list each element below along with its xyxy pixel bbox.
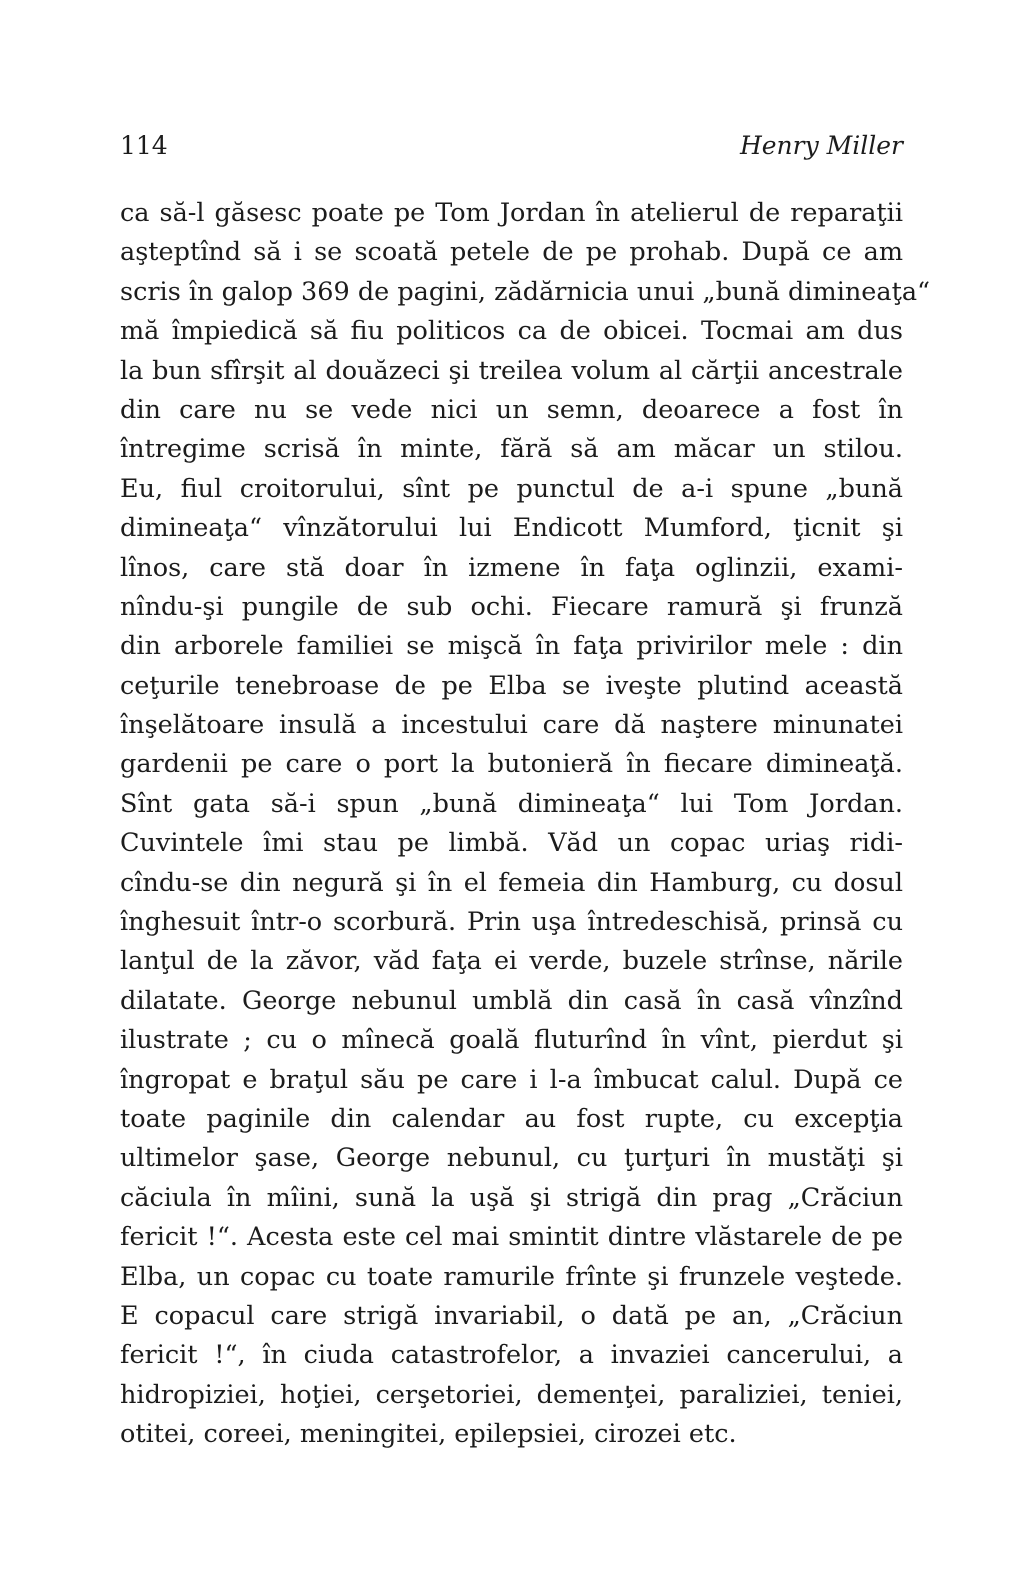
text-line: căciula în mîini, sună la uşă şi strigă din prag „Crăciun — [120, 1182, 903, 1213]
text-line: gardenii pe care o port la butonieră în fiecare dimineaţă. — [120, 749, 903, 780]
text-line: ultimelor şase, George nebunul, cu ţurţuri în mustăţi şi — [120, 1143, 903, 1174]
text-line: ilustrate ; cu o mînecă goală fluturînd în vînt, pierdut şi — [120, 1025, 903, 1056]
text-line: la bun sfîrşit al douăzeci şi treilea volum al cărţii ancestrale — [120, 355, 903, 386]
text-line: ca să-l găsesc poate pe Tom Jordan în atelierul de reparaţii — [120, 198, 903, 228]
text-line: lînos, care stă doar în izmene în faţa oglinzii, exami- — [120, 552, 903, 583]
text-line: lanţul de la zăvor, văd faţa ei verde, buzele strînse, nările — [120, 946, 903, 977]
text-line: înşelătoare insulă a incestului care dă naştere minunatei — [120, 710, 903, 741]
text-line: E copacul care strigă invariabil, o dată pe an, „Crăciun — [120, 1300, 903, 1331]
text-line: hidropiziei, hoţiei, cerşetoriei, demenţei, paraliziei, teniei, — [120, 1379, 903, 1410]
text-line: mă împiedică să fiu politicos ca de obicei. Tocmai am dus — [120, 316, 903, 347]
body-text — [120, 194, 931, 1455]
text-line: înghesuit într-o scorbură. Prin uşa întredeschisă, prinsă cu — [120, 907, 903, 938]
text-line: Cuvintele îmi stau pe limbă. Văd un copac uriaş ridi- — [120, 828, 903, 859]
text-line: ceţurile tenebroase de pe Elba se iveşte plutind această — [120, 670, 903, 701]
text-line: fericit !“, în ciuda catastrofelor, a invaziei cancerului, a — [120, 1340, 903, 1371]
text-line: scris în galop 369 de pagini, zădărnicia unui „bună dimineaţa“ — [120, 276, 931, 307]
text-line: dimineaţa“ vînzătorului lui Endicott Mumford, ţicnit şi — [120, 513, 903, 544]
text-line: toate paginile din calendar au fost rupte, cu excepţia — [120, 1103, 903, 1134]
text-line: Eu, fiul croitorului, sînt pe punctul de a-i spune „bună — [120, 473, 903, 504]
text-line: Sînt gata să-i spun „bună dimineaţa“ lui Tom Jordan. — [120, 788, 903, 819]
text-line: din arborele familiei se mişcă în faţa privirilor mele : din — [120, 631, 903, 662]
text-line-last: otitei, coreei, meningitei, epilepsiei, cirozei etc. — [120, 1419, 737, 1450]
text-line: nîndu-şi pungile de sub ochi. Fiecare ramură şi frunză — [120, 591, 903, 622]
text-line: Elba, un copac cu toate ramurile frînte şi frunzele veştede. — [120, 1261, 903, 1292]
text-line: din care nu se vede nici un semn, deoarece a fost în — [120, 394, 903, 425]
text-line: cîndu-se din negură şi în el femeia din Hamburg, cu dosul — [120, 867, 903, 898]
text-line: întregime scrisă în minte, fără să am măcar un stilou. — [120, 434, 903, 465]
text-line: fericit !“. Acesta este cel mai smintit dintre vlăstarele de pe — [120, 1222, 903, 1253]
running-head-author: Henry Miller — [739, 131, 903, 160]
page-number: 114 — [120, 131, 168, 160]
text-line: aşteptînd să i se scoată petele de pe prohab. După ce am — [120, 237, 903, 268]
text-line: dilatate. George nebunul umblă din casă în casă vînzînd — [120, 985, 903, 1016]
text-line: îngropat e braţul său pe care i l-a îmbucat calul. După ce — [120, 1064, 903, 1095]
page-header — [120, 128, 903, 168]
